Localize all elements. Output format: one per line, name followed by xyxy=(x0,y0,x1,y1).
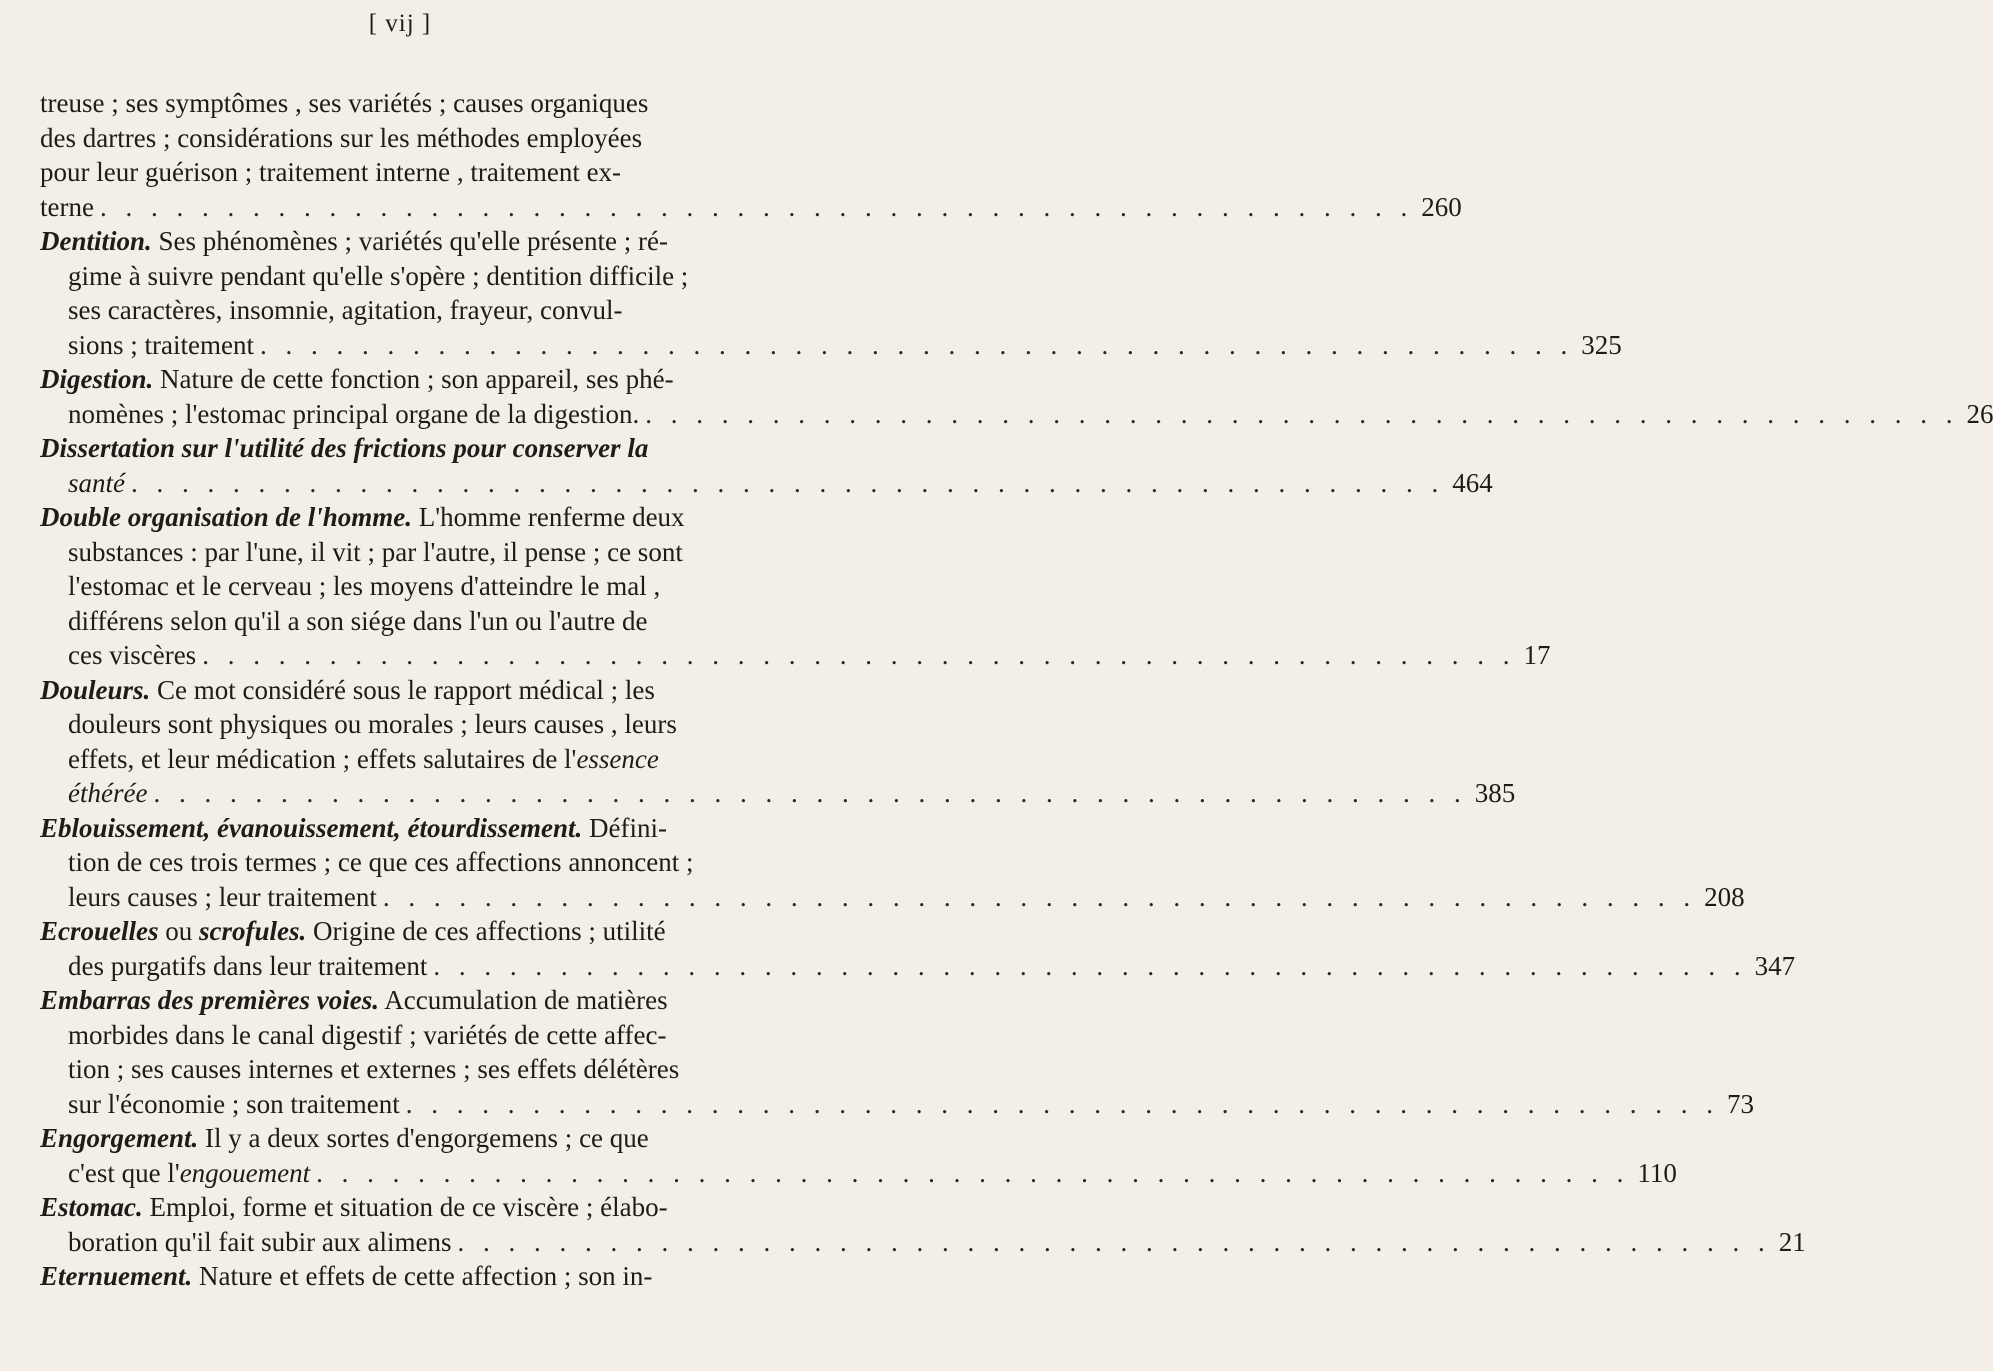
entry-last-line xyxy=(40,190,1462,225)
entry-last-text xyxy=(68,1227,452,1257)
entry-text: tion de ces trois termes ; ce que ces affections annoncent ; xyxy=(68,847,694,877)
index-entry xyxy=(40,362,1993,431)
entry-line xyxy=(40,983,768,1018)
entry-line xyxy=(40,293,768,328)
entry-line xyxy=(40,1018,768,1053)
entry-last-line xyxy=(40,466,1493,501)
entry-heading: Embarras des premières voies. xyxy=(40,985,379,1015)
entry-last-text xyxy=(68,399,639,429)
page-number: 208 xyxy=(1704,881,1745,912)
entry-heading: Digestion. xyxy=(40,364,154,394)
page-number: 110 xyxy=(1637,1157,1677,1188)
page-number: 17 xyxy=(1523,640,1551,670)
entry-line xyxy=(40,1190,768,1225)
entry-text: gime à suivre pendant qu'elle s'opère ; dentition difficile ; xyxy=(68,260,689,291)
page-number: 26 xyxy=(1966,398,1993,429)
entry-last-line xyxy=(40,1087,1755,1122)
entry-heading: Ecrouelles xyxy=(40,916,159,946)
entry-text: Accumulation de matières xyxy=(378,985,668,1015)
entry-text-italic: engouement xyxy=(179,1157,311,1188)
entry-text: Il y a deux sortes d'engorgemens ; ce que xyxy=(198,1123,649,1153)
entry-line xyxy=(40,673,768,708)
entry-text: des dartres ; considérations sur les méthodes employées xyxy=(40,122,643,153)
entry-last-line xyxy=(40,1225,1806,1260)
dot-leader xyxy=(125,468,1444,498)
entry-text: Emploi, forme et situation de ce viscère ; élabo- xyxy=(142,1192,668,1222)
dot-leader xyxy=(94,192,1413,222)
entry-heading: Dentition. xyxy=(40,226,152,256)
entry-text: ses caractères, insomnie, agitation, frayeur, convul- xyxy=(68,295,623,325)
entry-text: sur l'économie ; son traitement xyxy=(68,1088,400,1119)
page-number: 464 xyxy=(1452,467,1493,498)
entry-text: Ses phénomènes ; variétés qu'elle présente ; ré- xyxy=(151,226,668,256)
entry-line xyxy=(40,914,768,949)
entry-heading: Douleurs. xyxy=(40,674,151,705)
dot-leader xyxy=(147,778,1466,808)
entry-text: douleurs sont physiques ou morales ; leurs causes , leurs xyxy=(68,709,677,739)
entry-heading: Eblouissement, évanouissement, étourdissement. xyxy=(40,812,583,843)
page-number: 73 xyxy=(1727,1088,1755,1119)
entry-line xyxy=(40,707,768,742)
index-entry xyxy=(40,811,1745,915)
entry-line xyxy=(40,811,768,846)
page-number: 21 xyxy=(1778,1226,1806,1257)
entry-last-line xyxy=(40,880,1745,915)
entry-last-line xyxy=(40,1156,1677,1191)
index-entry xyxy=(40,1121,1677,1190)
entry-text: des purgatifs dans leur traitement xyxy=(68,950,428,981)
dot-leader xyxy=(427,951,1746,981)
entry-line xyxy=(40,362,768,397)
index-entry xyxy=(40,500,1551,673)
entry-line xyxy=(40,1121,768,1156)
entry-text: sions ; traitement xyxy=(68,329,254,360)
page-number: 260 xyxy=(1421,191,1462,222)
entry-last-line xyxy=(40,397,1993,432)
entry-text: santé xyxy=(68,467,125,498)
index-entry xyxy=(40,673,1516,811)
entry-text: terne xyxy=(40,191,94,222)
entry-text: boration qu'il fait subir aux alimens xyxy=(68,1226,452,1257)
entry-heading: Double organisation de l'homme. xyxy=(40,502,413,532)
entry-last-line xyxy=(40,638,1551,673)
entry-text: ces viscères xyxy=(68,640,197,670)
entry-line xyxy=(40,155,768,190)
entry-line xyxy=(40,1259,768,1294)
entry-last-text xyxy=(40,192,94,222)
entry-last-line xyxy=(40,776,1516,811)
entry-line xyxy=(40,1052,768,1087)
entry-text: Défini- xyxy=(582,812,668,843)
entry-last-text xyxy=(68,1158,310,1188)
dot-leader xyxy=(639,399,1958,429)
entry-line xyxy=(40,742,768,777)
page-folio: [ vij ] xyxy=(368,10,432,37)
entry-text: nomènes ; l'estomac principal organe de la digestion. xyxy=(68,398,640,429)
entry-text: morbides dans le canal digestif ; variétés de cette affec- xyxy=(68,1019,667,1050)
index-entry xyxy=(40,431,1493,500)
entry-heading: Estomac. xyxy=(40,1192,143,1222)
index-entry xyxy=(40,224,1622,362)
entry-text: L'homme renferme deux xyxy=(412,502,685,532)
entry-last-line xyxy=(40,328,1622,363)
page-number: 325 xyxy=(1581,329,1622,360)
entry-line xyxy=(40,569,768,604)
entry-text: c'est que l' xyxy=(68,1157,180,1188)
index-entry xyxy=(40,1259,768,1294)
entry-heading: Dissertation sur l'utilité des frictions pour conserver la xyxy=(40,433,649,463)
entry-text: Nature et effets de cette affection ; son in- xyxy=(192,1261,653,1291)
entry-text: pour leur guérison ; traitement interne , traitement ex- xyxy=(40,157,622,187)
entry-line xyxy=(40,500,768,535)
entry-text: l'estomac et le cerveau ; les moyens d'atteindre le mal , xyxy=(68,571,661,601)
page-number: 385 xyxy=(1474,778,1516,808)
entry-last-text xyxy=(68,882,377,912)
dot-leader xyxy=(254,330,1573,360)
entry-last-text xyxy=(68,951,427,981)
entry-text: Ce mot considéré sous le rapport médical ; les xyxy=(150,674,655,705)
dot-leader xyxy=(452,1227,1771,1257)
entry-line xyxy=(40,431,768,466)
entry-last-text xyxy=(68,778,147,808)
entry-text-italic: essence xyxy=(576,743,659,774)
dot-leader xyxy=(400,1089,1719,1119)
entry-line xyxy=(40,535,768,570)
entry-text: différens selon qu'il a son siége dans l'un ou l'autre de xyxy=(68,605,648,636)
entry-text: leurs causes ; leur traitement xyxy=(68,881,377,912)
entry-text: treuse ; ses symptômes , ses variétés ; causes organiques xyxy=(40,88,649,118)
entry-line xyxy=(40,604,768,639)
entry-last-text xyxy=(68,468,125,498)
entry-line xyxy=(40,224,768,259)
table-of-contents xyxy=(40,86,1993,1294)
entry-line xyxy=(40,845,768,880)
entry-text: tion ; ses causes internes et externes ; ses effets délétères xyxy=(68,1054,680,1084)
index-entry xyxy=(40,983,1755,1121)
index-entry xyxy=(40,914,1796,983)
entry-last-line xyxy=(40,949,1796,984)
entry-heading: scrofules. xyxy=(199,916,307,946)
index-entry xyxy=(40,1190,1806,1259)
entry-text: éthérée xyxy=(68,778,148,808)
entry-line xyxy=(40,259,768,294)
entry-heading: Eternuement. xyxy=(40,1261,193,1291)
dot-leader xyxy=(310,1158,1629,1188)
page-number: 347 xyxy=(1754,950,1796,981)
entry-last-text xyxy=(68,1089,400,1119)
entry-text: substances : par l'une, il vit ; par l'autre, il pense ; ce sont xyxy=(68,536,683,567)
entry-text: Origine de ces affections ; utilité xyxy=(306,916,666,946)
entry-last-text xyxy=(68,330,254,360)
dot-leader xyxy=(377,882,1696,912)
entry-text: Nature de cette fonction ; son appareil, ses phé- xyxy=(153,364,674,394)
entry-line xyxy=(40,86,768,121)
entry-last-text xyxy=(68,640,196,670)
dot-leader xyxy=(196,640,1515,670)
entry-text: ou xyxy=(158,916,199,946)
entry-text: effets, et leur médication ; effets salutaires de l' xyxy=(68,743,577,774)
entry-heading: Engorgement. xyxy=(40,1123,199,1153)
index-entry xyxy=(40,86,1462,224)
entry-line xyxy=(40,121,768,156)
